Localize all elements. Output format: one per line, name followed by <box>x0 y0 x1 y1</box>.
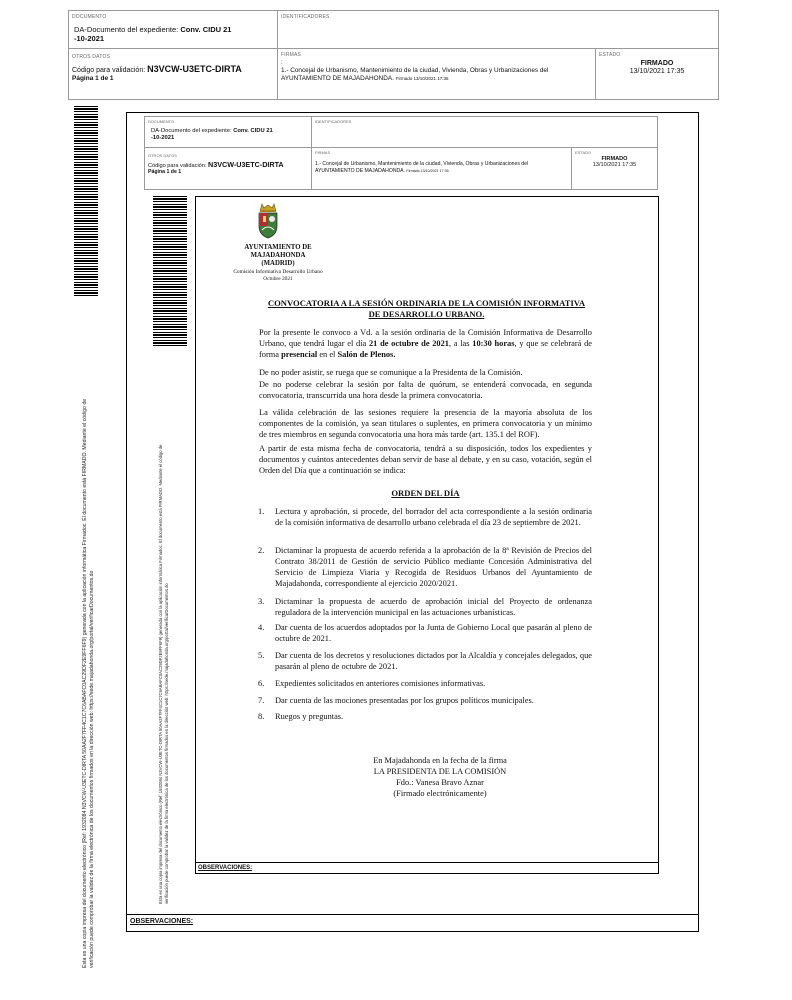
outer-header <box>68 10 719 100</box>
convocatoria-title <box>230 298 623 320</box>
letterhead-org <box>222 244 334 268</box>
title-line1: CONVOCATORIA A LA SESIÓN ORDINARIA DE LA COMISIÓN INFORMATIVA <box>267 298 586 308</box>
inner-barcode <box>153 196 187 346</box>
inner-code-prefix: Código para validación: <box>148 163 207 169</box>
title-line2: DE DESARROLLO URBANO. <box>368 309 485 319</box>
outer-side-line2: verificación puede comprobar la validez de la firma electrónica de los documentos firmados en la dirección web: https://sede.majadahonda.org/portal/verificarDocumentos.do <box>89 570 95 968</box>
validation-code: N3VCW-U3ETC-DIRTA <box>147 64 242 74</box>
inner-firmas-org: AYUNTAMIENTO DE MAJADAHONDA. <box>315 168 405 174</box>
agenda-item: 7. Dar cuenta de las mociones presentadas por los grupos políticos municipales. <box>258 696 534 705</box>
estado-cell <box>596 49 718 99</box>
doc-label: DOCUMENTO <box>72 14 107 20</box>
ident-cell <box>278 11 718 49</box>
firmas-colon: : <box>281 60 283 66</box>
paragraph-2: De no poder asistir, se ruega que se comunique a la Presidenta de la Comisión. <box>259 368 523 377</box>
paragraph-1: Por la presente le convoco a Vd. a la sesión ordinaria de la Comisión Informativa de Desarrollo Urbano, que tendrá lugar el día 21 de octubre de 2021, a las 10:30 horas, y que se celebrará de forma presencial en el Salón de Plenos. <box>259 328 592 359</box>
page-count: Página 1 de 1 <box>72 75 114 82</box>
inner-header <box>144 116 658 190</box>
letterhead-line1: AYUNTAMIENTO DE <box>244 244 312 251</box>
inner-estado-label: ESTADO <box>575 150 592 155</box>
firmas-text: 1.- Concejal de Urbanismo, Mantenimiento de la ciudad, Vivienda, Obras y Urbanizaciones del <box>281 67 549 74</box>
outer-side-text <box>82 399 96 968</box>
inner-firmas-text: 1.- Concejal de Urbanismo, Mantenimiento de la ciudad, Vivienda, Obras y Urbanizaciones del <box>315 161 529 167</box>
meeting-date: 21 de octubre de 2021 <box>368 339 449 348</box>
meeting-mode: presencial <box>281 350 318 359</box>
inner-observations <box>195 862 659 874</box>
other-label: OTROS DATOS <box>72 54 111 60</box>
inner-firmas-date: Firmado 13/10/2021 17:35 <box>406 169 449 173</box>
signature-note: (Firmado electrónicamente) <box>393 789 487 798</box>
estado-date: 13/10/2021 17:35 <box>629 68 685 75</box>
inner-doc-date: -10-2021 <box>151 135 175 141</box>
inner-doc-conv: Conv. CIDU 21 <box>233 128 273 134</box>
meeting-time: 10:30 horas <box>472 339 515 348</box>
inner-doc-cell <box>145 117 312 148</box>
doc-date: -10-2021 <box>74 34 105 43</box>
signature-block <box>330 755 550 799</box>
firmas-cell <box>278 49 596 99</box>
outer-side-line1: Esta es una copia impresa del documento electrónico (Ref: 1932084 N3VCW-U3ETC-DIRTA 50AA2F7FF4C1C7C6ABAFC0AC29DF2E9FF6F9) generada con la aplicación informática Firmadoc. El documento está FIRMADO. Mediante el código de <box>82 398 88 968</box>
outer-observations-label: OBSERVACIONES: <box>130 918 194 925</box>
signature-name: Fdo.: Vanesa Bravo Aznar <box>396 778 484 787</box>
other-cell <box>69 49 278 99</box>
inner-side-line1: Esta es una copia impresa del documento electrónico (Ref: 1932084 N3VCW-U3ETC-DIRTA 50AA2F7FF4C1C7C6ABAFC0AC29DF2E9FF6F9) generada con la aplicación informática Firmadoc. El documento está FIRMADO. Mediante el código de <box>158 444 163 904</box>
inner-page-count: Página 1 de 1 <box>148 169 182 175</box>
agenda-item: 3. Dictaminar la propuesta de acuerdo de aprobación inicial del Proyecto de ordenanza reguladora de la intervención municipal en las actuaciones urbanísticas. <box>258 597 592 617</box>
signature-role: LA PRESIDENTA DE LA COMISIÓN <box>373 767 507 776</box>
letterhead-dept-name: Comisión Informativa Desarrollo Urbano <box>233 269 323 275</box>
inner-other-label: OTROS DATOS <box>148 153 177 158</box>
letterhead-line3: (MADRID) <box>261 260 295 267</box>
agenda-item: 5. Dar cuenta de los decretos y resoluciones dictados por la Alcaldía y concejales delegados, que pasarán al pleno de octubre de 2021. <box>258 651 592 671</box>
inner-validation-code: N3VCW-U3ETC-DIRTA <box>208 160 284 169</box>
coat-of-arms-icon <box>254 202 282 240</box>
agenda-item: 8. Ruegos y preguntas. <box>258 712 344 721</box>
inner-estado-cell <box>572 148 657 189</box>
inner-firmas-cell <box>312 148 572 189</box>
letterhead-date: Octubre 2021 <box>263 276 293 282</box>
agenda-item: 2. Dictaminar la propuesta de acuerdo referida a la aprobación de la 8ª Revisión de Precios del Contrato 38/2011 de Gestión de servicio Público mediante Concesión Administrativa del Servicio de Limpieza Viaria y Recogida de Residuos Urbanos del Ayuntamiento de Majadahonda, correspondiente al ejercicio 2020/2021. <box>258 546 592 588</box>
inner-ident-label: IDENTIFICADORES <box>315 119 352 124</box>
ident-label: IDENTIFICADORES <box>281 14 330 20</box>
inner-firmas-label: FIRMAS <box>315 150 331 155</box>
letterhead-line2: MAJADAHONDA <box>250 252 306 259</box>
inner-ident-cell <box>312 117 657 148</box>
inner-doc-title: DA-Documento del expediente: <box>151 128 232 134</box>
code-prefix: Código para validación: <box>72 67 146 74</box>
paragraph-5: A partir de esta misma fecha de convocatoria, tendrá a su disposición, todos los expedientes y documentos y cuántos antecedentes deban servir de base al debate, y en su caso, votación, según el Orden del Día que a continuación se indica: <box>259 444 592 475</box>
estado-label: ESTADO <box>599 52 621 58</box>
doc-conv: Conv. CIDU 21 <box>180 25 232 34</box>
doc-title: DA-Documento del expediente: <box>74 25 179 34</box>
meeting-place: Salón de Plenos. <box>337 350 396 359</box>
paragraph-4: La válida celebración de las sesiones requiere la presencia de la mayoría absoluta de los componentes de la comisión, ya sean titulares o suplentes, en primera convocatoria y un mínimo de tres miembros en segunda convocatoria una hora más tarde (art. 135.1 del ROF). <box>259 408 592 439</box>
doc-cell <box>69 11 278 49</box>
inner-estado-date: 13/10/2021 17:35 <box>592 162 637 168</box>
inner-side-line2: verificación puede comprobar la validez de la firma electrónica de los documentos firmados en la dirección web: https://sede.majadahonda.org/portal/verificarDocumentos.do <box>164 583 169 904</box>
firmas-label: FIRMAS <box>281 52 302 58</box>
inner-estado-status: FIRMADO <box>601 156 628 162</box>
paragraph-3: De no poderse celebrar la sesión por falta de quórum, se entenderá convocada, en segunda convocatoria, transcurrida una hora desde la primera convocatoria. <box>259 380 592 400</box>
letterhead-dept <box>210 269 346 283</box>
outer-observations <box>126 914 699 932</box>
agenda-title: ORDEN DEL DÍA <box>391 488 460 498</box>
inner-other-cell <box>145 148 312 189</box>
agenda-item: 1. Lectura y aprobación, si procede, del borrador del acta correspondiente a la sesión ordinaria de la comisión informativa de desarrollo urbano celebrada el día 23 de septiembre de 2021. <box>258 507 592 527</box>
firmas-org: AYUNTAMIENTO DE MAJADAHONDA. <box>281 75 394 82</box>
agenda-item: 6. Expedientes solicitados en anteriores comisiones informativas. <box>258 679 486 688</box>
outer-barcode <box>74 106 98 296</box>
signature-place: En Majadahonda en la fecha de la firma <box>373 756 507 765</box>
estado-status: FIRMADO <box>640 60 674 67</box>
agenda-item: 4. Dar cuenta de los acuerdos adoptados por la Junta de Gobierno Local que pasarán al pleno de octubre de 2021. <box>258 623 592 643</box>
inner-doc-label: DOCUMENTO <box>148 119 175 124</box>
inner-side-text <box>158 445 170 904</box>
inner-observations-label: OBSERVACIONES: <box>198 865 253 871</box>
firmas-date: Firmado 13/10/2021 17:35 <box>395 76 449 81</box>
